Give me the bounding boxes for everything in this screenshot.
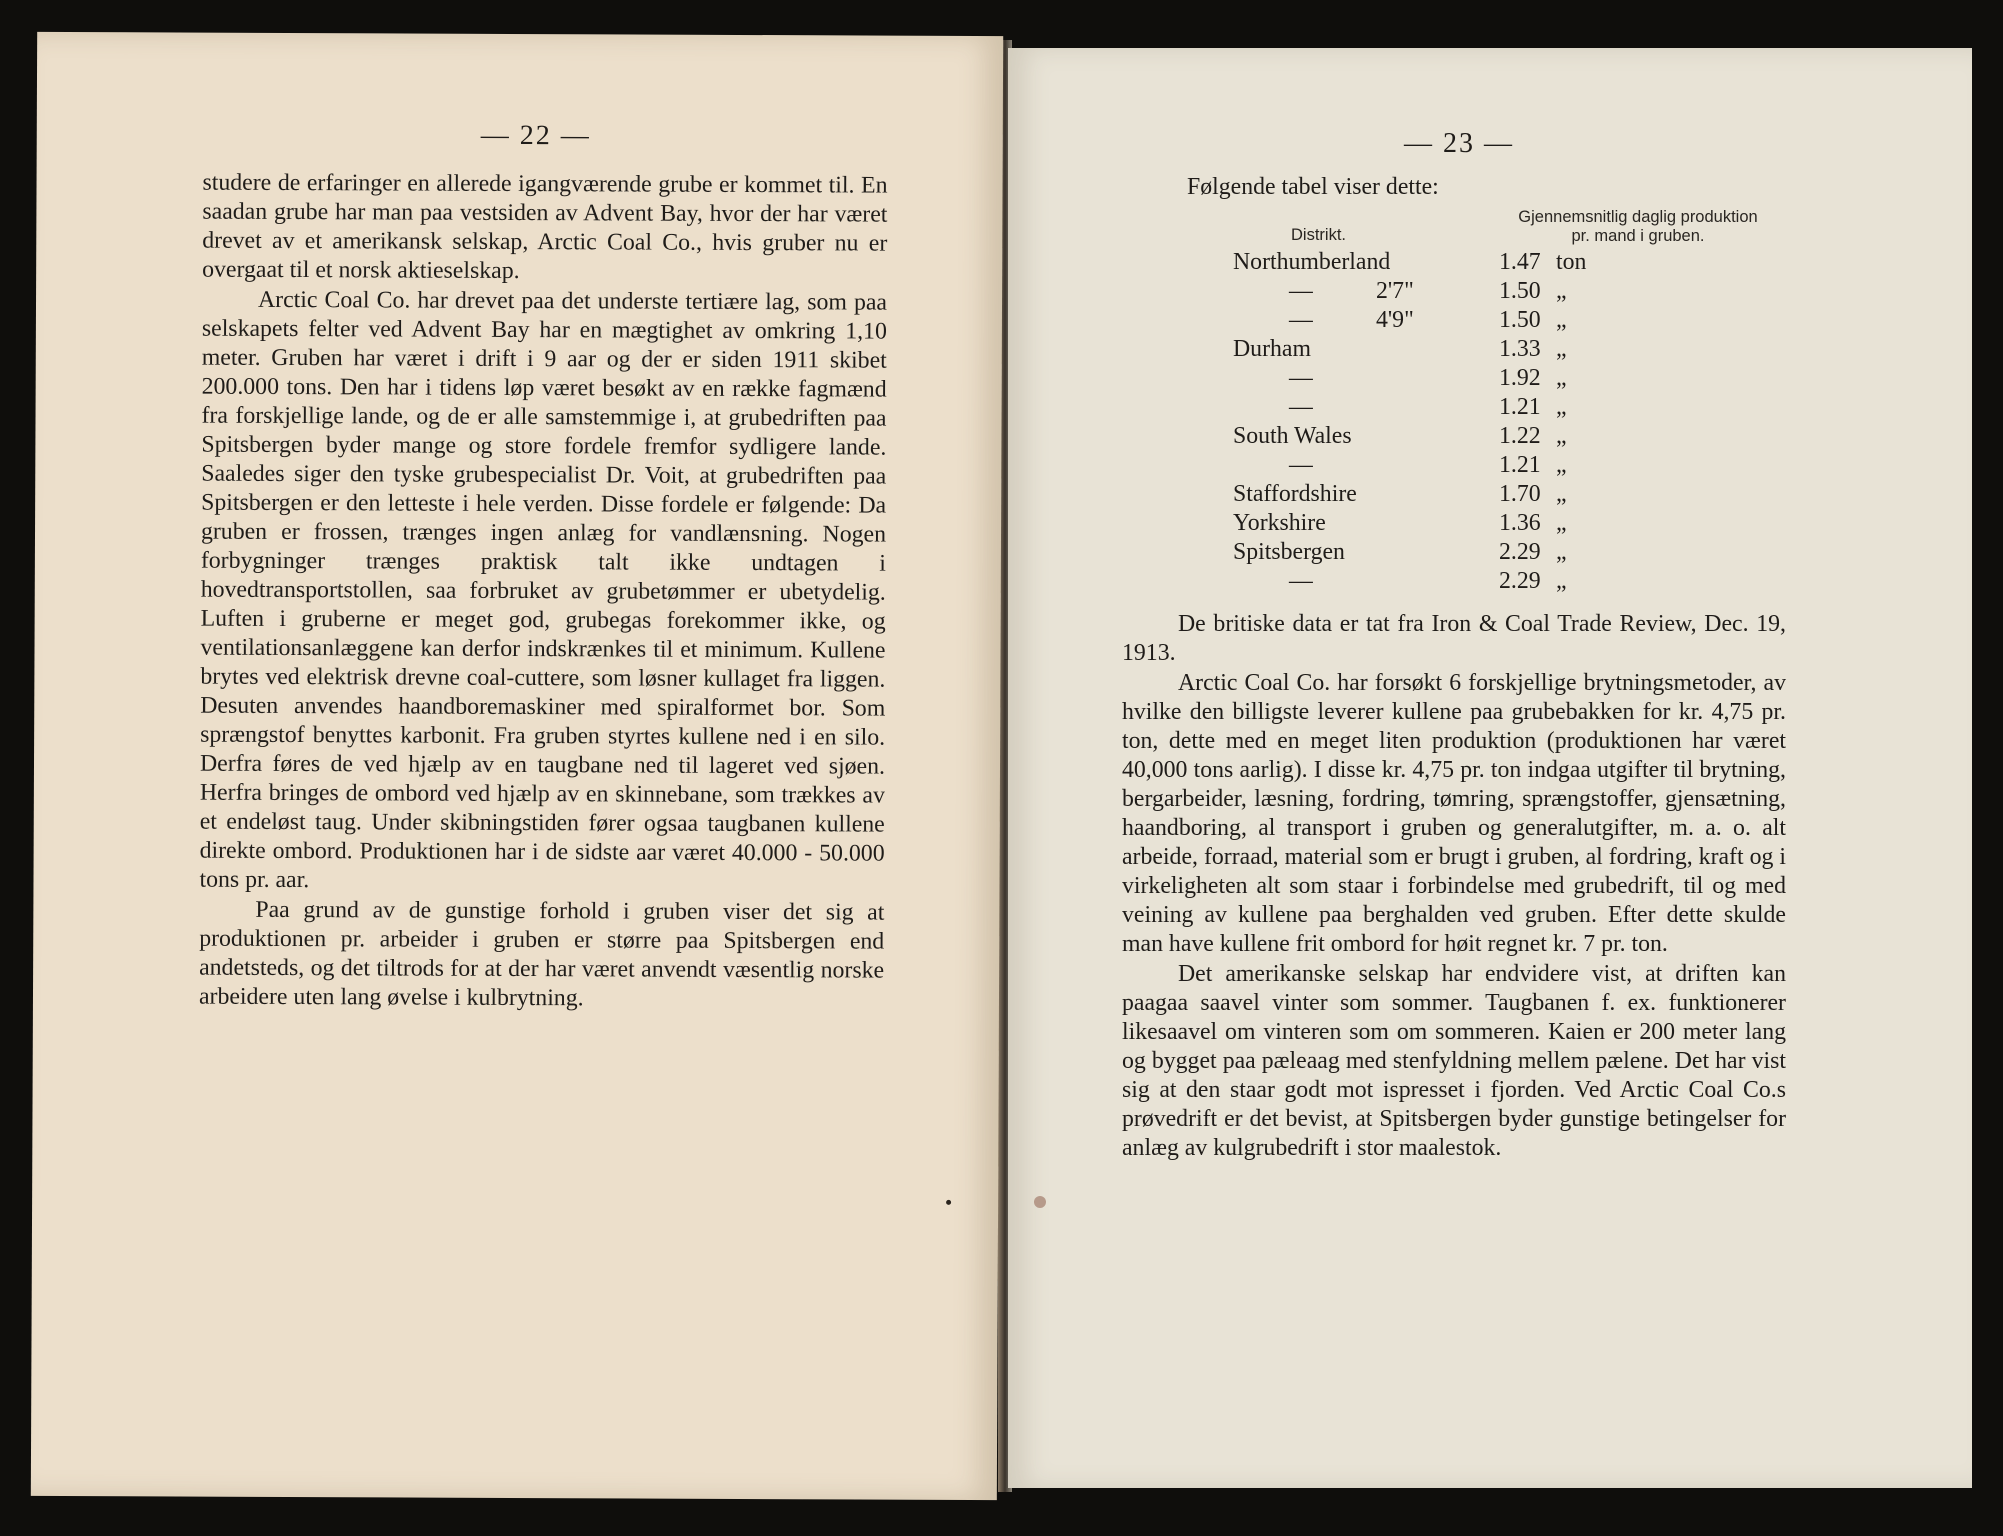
table-cell-value: 1.21 xyxy=(1499,394,1541,420)
table-row xyxy=(1233,422,1693,451)
table-row xyxy=(1233,393,1693,422)
table-cell-value: 2.29 xyxy=(1499,568,1541,594)
table-cell-value: 1.47 xyxy=(1499,249,1541,275)
table-row xyxy=(1233,538,1693,567)
table-cell-district: Yorkshire xyxy=(1233,510,1326,536)
table-cell-unit: „ xyxy=(1556,278,1567,304)
table-cell-unit: „ xyxy=(1556,452,1567,478)
table-cell-unit: „ xyxy=(1556,394,1567,420)
table-cell-district: Northumberland xyxy=(1233,249,1391,275)
table-cell-size: 4'9" xyxy=(1376,307,1414,333)
paper-stain xyxy=(1034,1196,1046,1208)
table-row xyxy=(1233,306,1693,335)
left-paragraph-2: Arctic Coal Co. har drevet paa det underste tertiære lag, som paa selskapets felter ved Advent Bay har en mægtighet av omkring 1,10 meter. Gruben har været i drift i 9 aar og der er siden 1911 skibet 200.000 tons. Den har i tidens løp været besøkt av en række fagmænd fra forskjellige lande, og de er alle samstemmige i, at grubedriften paa Spitsbergen byder mange og store fordele fremfor sydligere lande. Saaledes siger den tyske grubespecialist Dr. Voit, at grubedriften paa Spitsbergen er den letteste i hele verden. Disse fordele er følgende: Da gruben er frossen, trænges ingen anlæg for vandlænsning. Nogen forbygninger trænges praktisk talt ikke undtagen i hovedtransportstollen, saa forbruket av grubetømmer er ubetydelig. Luften i gruberne er meget god, grubegas forekommer ikke, og ventilationsanlæggene kan derfor indskrænkes til et minimum. Kullene brytes ved elektrisk drevne coal-cuttere, som løsner kullaget fra liggen. Desuten anvendes haandboremaskiner med spiralformet bor. Som sprængstof benyttes karbonit. Fra gruben styrtes kullene ned i en silo. Derfra føres de ved hjælp av en taugbane ned til lageret ved sjøen. Herfra bringes de ombord ved hjælp av en skinnebane, som trækkes av et endeløst taug. Under skibningstiden fører ogsaa taugbanen kullene direkte ombord. Produktionen har i de sidste aar været 40.000 - 50.000 tons pr. aar. xyxy=(199,286,888,894)
table-cell-value: 1.50 xyxy=(1499,278,1541,304)
table-row xyxy=(1233,480,1693,509)
table-row xyxy=(1233,509,1693,538)
table-cell-district: Staffordshire xyxy=(1233,481,1357,507)
table-cell-unit: „ xyxy=(1556,307,1567,333)
table-cell-district: Durham xyxy=(1233,336,1311,362)
table-cell-unit: „ xyxy=(1556,539,1567,565)
table-cell-unit: „ xyxy=(1556,423,1567,449)
table-cell-value: 1.50 xyxy=(1499,307,1541,333)
table-cell-value: 1.22 xyxy=(1499,423,1541,449)
table-cell-unit: „ xyxy=(1556,365,1567,391)
right-page-body xyxy=(1122,610,1786,1163)
left-page-body xyxy=(199,169,888,1015)
table-row xyxy=(1233,277,1693,306)
table-row xyxy=(1233,335,1693,364)
table-cell-district: — xyxy=(1289,307,1313,333)
table-cell-district: — xyxy=(1289,452,1313,478)
left-paragraph-3: Paa grund av de gunstige forhold i gruben viser det sig at produktionen pr. arbeider i gruben er større paa Spitsbergen end andetsteds, og det tiltrods for at der har været anvendt væsentlig norske arbeidere uten lang øvelse i kulbrytning. xyxy=(198,896,885,1012)
table-row xyxy=(1233,567,1693,596)
table-cell-unit: „ xyxy=(1556,510,1567,536)
table-row xyxy=(1233,248,1693,277)
table-cell-district: South Wales xyxy=(1233,423,1352,449)
table-body xyxy=(1233,248,1693,596)
table-cell-value: 2.29 xyxy=(1499,539,1541,565)
table-cell-district: — xyxy=(1289,365,1313,391)
table-header-district: Distrikt. xyxy=(1291,226,1346,244)
table-row xyxy=(1233,364,1693,393)
table-header-production: Gjennemsnitlig daglig produktion pr. mand i gruben. xyxy=(1518,208,1758,245)
left-page xyxy=(31,32,1003,1500)
table-cell-size: 2'7" xyxy=(1376,278,1414,304)
left-paragraph-1: studere de erfaringer en allerede igangværende grube er kommet til. En saadan grube har man paa vestsiden av Advent Bay, hvor der har været drevet av et amerikansk selskap, Arctic Coal Co., hvis gruber nu er overgaat til et norsk aktieselskap. xyxy=(202,169,888,285)
table-cell-value: 1.92 xyxy=(1499,365,1541,391)
table-cell-district: — xyxy=(1289,278,1313,304)
table-cell-unit: „ xyxy=(1556,481,1567,507)
right-page xyxy=(1008,48,1972,1488)
right-paragraph-1: De britiske data er tat fra Iron & Coal Trade Review, Dec. 19, 1913. xyxy=(1122,611,1786,666)
table-cell-district: — xyxy=(1289,568,1313,594)
table-cell-value: 1.21 xyxy=(1499,452,1541,478)
right-paragraph-3: Det amerikanske selskap har endvidere vist, at driften kan paagaa saavel vinter som sommer. Taugbanen f. ex. funktionerer likesaavel om vinteren som om sommeren. Kaien er 200 meter lang og bygget paa pæleaag med stenfyldning mellem pælene. Det har vist sig at den staar godt mot ispresset i fjorden. Ved Arctic Coal Co.s prøvedrift er det bevist, at Spitsbergen byder gunstige betingelser for anlæg av kulgrubedrift i stor maalestok. xyxy=(1122,961,1786,1161)
page-number-left: — 22 — xyxy=(480,119,591,152)
table-cell-value: 1.36 xyxy=(1499,510,1541,536)
table-row xyxy=(1233,451,1693,480)
table-cell-value: 1.70 xyxy=(1499,481,1541,507)
table-cell-value: 1.33 xyxy=(1499,336,1541,362)
table-cell-unit: ton xyxy=(1556,249,1587,275)
table-intro: Følgende tabel viser dette: xyxy=(1187,174,1439,200)
right-paragraph-2: Arctic Coal Co. har forsøkt 6 forskjellige brytningsmetoder, av hvilke den billigste leverer kullene paa grubebakken for kr. 4,75 pr. ton, dette med en meget liten produktion (produktionen har været 40,000 tons aarlig). I disse kr. 4,75 pr. ton indgaa utgifter til brytning, bergarbeider, læsning, fordring, tømring, sprængstoffer, gjensætning, haandboring, al transport i gruben og generalutgifter, m. a. o. alt arbeide, forraad, material som er brugt i gruben, al fordring, kraft og i virkeligheten alt som staar i forbindelse med grubedrift, til og med veining av kullene paa berghalden ved gruben. Efter dette skulde man have kullene frit ombord for høit regnet kr. 7 pr. ton. xyxy=(1122,670,1786,957)
paper-speck xyxy=(946,1200,951,1205)
table-cell-unit: „ xyxy=(1556,336,1567,362)
table-cell-district: — xyxy=(1289,394,1313,420)
table-cell-district: Spitsbergen xyxy=(1233,539,1345,565)
table-cell-unit: „ xyxy=(1556,568,1567,594)
page-number-right: — 23 — xyxy=(1404,128,1514,159)
